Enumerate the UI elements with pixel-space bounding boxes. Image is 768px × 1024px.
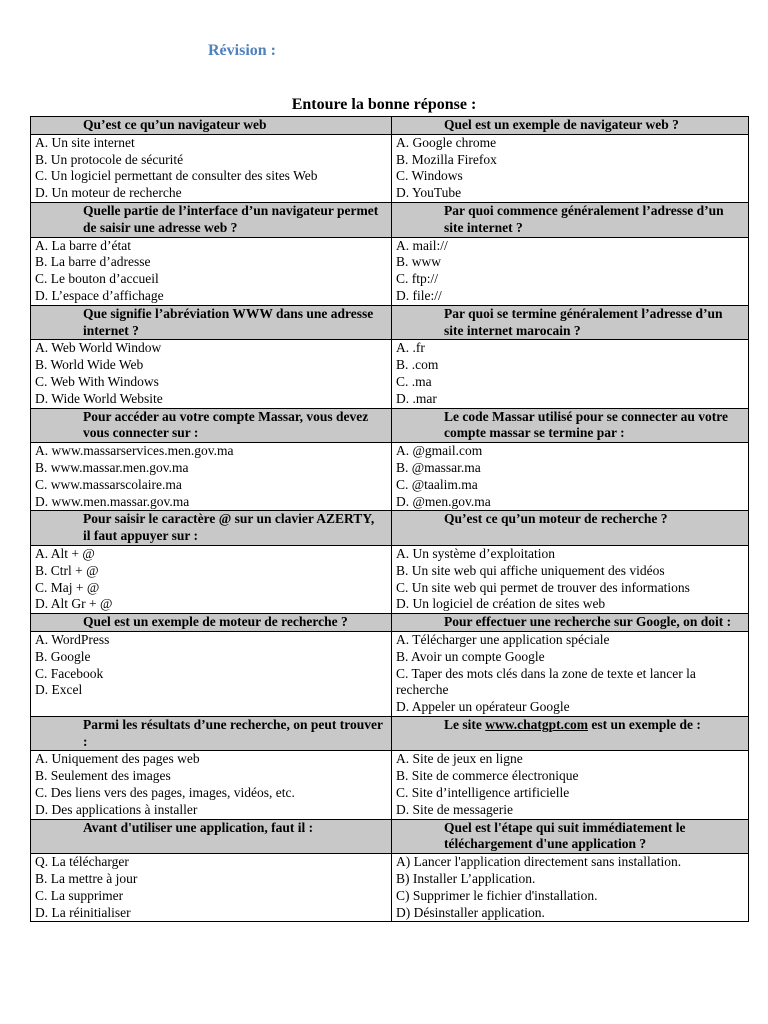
question-cell [392,716,749,751]
question-cell: Avant d'utiliser une application, faut il : [31,819,392,854]
options-row [31,631,749,716]
quiz-table [30,116,749,922]
answer-option[interactable]: A. .fr [396,340,425,356]
question-cell: Pour effectuer une recherche sur Google, on doit : [392,614,749,632]
options-row [31,134,749,202]
answer-option[interactable]: D. YouTube [396,185,462,201]
answer-option[interactable]: B. Avoir un compte Google [396,648,545,664]
answer-option[interactable]: B. www.massar.men.gov.ma [35,459,189,475]
answer-option[interactable]: D. Des applications à installer [35,801,198,817]
question-cell: Parmi les résultats d’une recherche, on peut trouver : [31,716,392,751]
question-row [31,202,749,237]
options-cell [31,854,392,922]
options-cell [392,545,749,613]
options-cell [392,443,749,511]
answer-option[interactable]: A. Un site internet [35,134,135,150]
answer-option[interactable]: B. Site de commerce électronique [396,768,579,784]
answer-option[interactable]: A. La barre d’état [35,237,131,253]
answer-option[interactable]: B. Google [35,648,91,664]
answer-option[interactable]: C. Taper des mots clés dans la zone de texte et lancer la recherche [396,665,696,698]
answer-option[interactable]: C. Un logiciel permettant de consulter des sites Web [35,168,318,184]
answer-option[interactable]: D. Excel [35,682,83,698]
answer-option[interactable]: C. Site d’intelligence artificielle [396,785,570,801]
answer-option[interactable]: B. La mettre à jour [35,871,138,887]
answer-option[interactable]: C. www.massarscolaire.ma [35,476,182,492]
options-cell [31,443,392,511]
answer-option[interactable]: A. WordPress [35,631,110,647]
options-cell [31,237,392,305]
answer-option[interactable]: B. World Wide Web [35,357,144,373]
answer-option[interactable]: C. Maj + @ [35,579,100,595]
question-row [31,716,749,751]
chatgpt-link[interactable]: www.chatgpt.com [485,716,588,732]
answer-option[interactable]: D) Désinstaller application. [396,904,545,920]
answer-option[interactable]: A) Lancer l'application directement sans installation. [396,854,682,870]
question-cell: Pour saisir le caractère @ sur un clavier AZERTY, il faut appuyer sur : [31,511,392,546]
answer-option[interactable]: Q. La télécharger [35,854,129,870]
answer-option[interactable]: C. @taalim.ma [396,476,478,492]
answer-option[interactable]: C. Le bouton d’accueil [35,271,159,287]
options-row [31,854,749,922]
answer-option[interactable]: C. Web With Windows [35,373,159,389]
options-cell [392,631,749,716]
options-cell [392,237,749,305]
answer-option[interactable]: B. .com [396,357,439,373]
options-cell [392,340,749,408]
question-cell: Pour accéder au votre compte Massar, vous devez vous connecter sur : [31,408,392,443]
answer-option[interactable]: A. @gmail.com [396,443,483,459]
answer-option[interactable]: A. Un système d’exploitation [396,545,555,561]
answer-option[interactable]: A. mail:// [396,237,448,253]
answer-option[interactable]: B. Un site web qui affiche uniquement des vidéos [396,562,665,578]
question-cell: Par quoi commence généralement l’adresse d’un site internet ? [392,202,749,237]
options-row [31,545,749,613]
answer-option[interactable]: D. Un moteur de recherche [35,185,182,201]
answer-option[interactable]: D. Appeler un opérateur Google [396,699,570,715]
options-cell [31,340,392,408]
question-cell: Par quoi se termine généralement l’adresse d’un site internet marocain ? [392,305,749,340]
options-cell [31,751,392,819]
answer-option[interactable]: C. .ma [396,373,432,389]
answer-option[interactable]: D. La réinitialiser [35,904,131,920]
instruction-heading: Entoure la bonne réponse : [291,96,477,113]
answer-option[interactable]: B. La barre d’adresse [35,254,151,270]
question-cell: Que signifie l’abréviation WWW dans une adresse internet ? [31,305,392,340]
question-cell: Quel est l'étape qui suit immédiatement le téléchargement d'une application ? [392,819,749,854]
answer-option[interactable]: C. Windows [396,168,463,184]
answer-option[interactable]: A. www.massarservices.men.gov.ma [35,443,234,459]
answer-option[interactable]: B. www [396,254,442,270]
answer-option[interactable]: D. Wide World Website [35,390,163,406]
answer-option[interactable]: D. www.men.massar.gov.ma [35,493,190,509]
answer-option[interactable]: D. file:// [396,287,442,303]
answer-option[interactable]: C) Supprimer le fichier d'installation. [396,887,598,903]
question-text: est un exemple de : [588,716,701,732]
options-row [31,340,749,408]
question-row [31,305,749,340]
answer-option[interactable]: B. Un protocole de sécurité [35,151,184,167]
options-row [31,443,749,511]
answer-option[interactable]: B. Ctrl + @ [35,562,99,578]
answer-option[interactable]: A. Alt + @ [35,545,95,561]
options-cell [31,545,392,613]
answer-option[interactable]: B. Mozilla Firefox [396,151,497,167]
question-row [31,614,749,632]
answer-option[interactable]: C. Des liens vers des pages, images, vidéos, etc. [35,785,295,801]
answer-option[interactable]: B. Seulement des images [35,768,171,784]
question-row [31,511,749,546]
question-cell: Quel est un exemple de moteur de recherche ? [31,614,392,632]
question-cell: Quel est un exemple de navigateur web ? [392,117,749,135]
question-cell: Le code Massar utilisé pour se connecter au votre compte massar se termine par : [392,408,749,443]
question-text: Le site [444,716,486,732]
answer-option[interactable]: A. Télécharger une application spéciale [396,631,610,647]
answer-option[interactable]: A. Web World Window [35,340,162,356]
question-row [31,819,749,854]
revision-title: Révision : [208,42,276,59]
options-cell [392,854,749,922]
answer-option[interactable]: B) Installer L’application. [396,871,536,887]
options-row [31,751,749,819]
question-cell: Quelle partie de l’interface d’un navigateur permet de saisir une adresse web ? [31,202,392,237]
answer-option[interactable]: A. Uniquement des pages web [35,751,200,767]
answer-option[interactable]: A. Google chrome [396,134,497,150]
answer-option[interactable]: D. Un logiciel de création de sites web [396,596,606,612]
question-cell: Qu’est ce qu’un navigateur web [31,117,392,135]
answer-option[interactable]: C. Facebook [35,665,104,681]
answer-option[interactable]: D. Alt Gr + @ [35,596,113,612]
answer-option[interactable]: D. @men.gov.ma [396,493,491,509]
options-cell [392,134,749,202]
question-row [31,117,749,135]
options-cell [392,751,749,819]
answer-option[interactable]: D. .mar [396,390,437,406]
answer-option[interactable]: C. La supprimer [35,887,124,903]
answer-option[interactable]: D. L’espace d’affichage [35,287,164,303]
answer-option[interactable]: D. Site de messagerie [396,801,513,817]
answer-option[interactable]: B. @massar.ma [396,459,481,475]
answer-option[interactable]: A. Site de jeux en ligne [396,751,523,767]
options-cell [31,134,392,202]
question-cell: Qu’est ce qu’un moteur de recherche ? [392,511,749,546]
answer-option[interactable]: C. Un site web qui permet de trouver des informations [396,579,690,595]
options-cell [31,631,392,716]
options-row [31,237,749,305]
answer-option[interactable]: C. ftp:// [396,271,439,287]
question-row [31,408,749,443]
